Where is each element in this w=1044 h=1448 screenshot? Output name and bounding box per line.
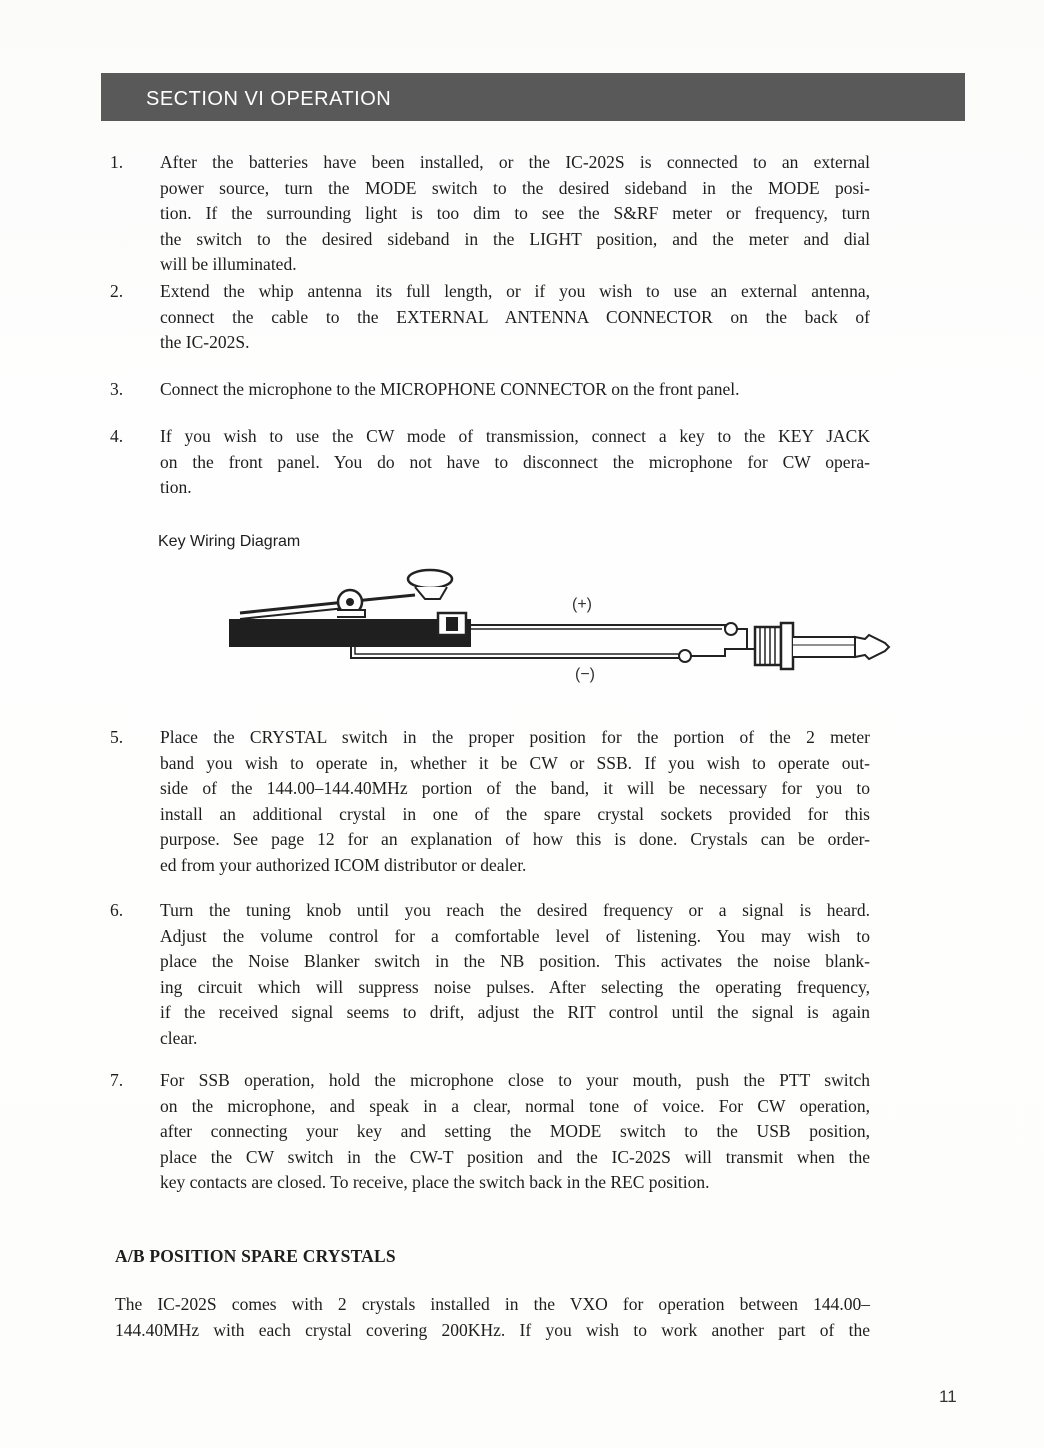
- text-line: Turn the tuning knob until you reach the desired frequency or a signal is heard.: [160, 900, 870, 920]
- page-number: 11: [939, 1387, 957, 1406]
- text-line: if the received signal seems to drift, adjust the RIT control until the signal is again: [160, 1002, 870, 1022]
- negative-label: (−): [575, 666, 595, 683]
- text-line: purpose. See page 12 for an explanation of how this is done. Crystals can be order-: [160, 829, 870, 849]
- key-knob: [408, 570, 452, 588]
- diagram-caption: Key Wiring Diagram: [158, 533, 301, 550]
- text-line: clear.: [160, 1027, 198, 1048]
- step-number: 7.: [110, 1070, 124, 1090]
- text-line: after connecting your key and setting the MODE switch to the USB position,: [160, 1121, 870, 1141]
- text-line: After the batteries have been installed, or the IC-202S is connected to an external: [160, 152, 870, 172]
- text-line: place the Noise Blanker switch in the NB position. This activates the noise blank-: [160, 951, 870, 971]
- text-line: Connect the microphone to the MICROPHONE CONNECTOR on the front panel.: [160, 379, 740, 399]
- text-line: Adjust the volume control for a comfortable level of listening. You may wish to: [160, 925, 870, 946]
- step-text: [160, 377, 870, 403]
- text-line: tion. If the surrounding light is too dim to see the S&RF meter or frequency, turn: [160, 203, 870, 223]
- spare-crystals-paragraph: [115, 1292, 870, 1343]
- text-line: Extend the whip antenna its full length, or if you wish to use an external antenna,: [160, 281, 870, 301]
- plug-tip: [855, 635, 889, 659]
- key-wiring-diagram: [225, 565, 895, 690]
- step-number: 1.: [110, 152, 124, 172]
- step-number: 6.: [110, 900, 124, 920]
- step-number: 2.: [110, 281, 124, 301]
- step-text: [160, 725, 870, 878]
- text-line: install an additional crystal in one of the spare crystal sockets provided for this: [160, 803, 870, 824]
- step-text: [160, 898, 870, 1051]
- step-number: 5.: [110, 727, 124, 747]
- text-line: the IC-202S.: [160, 332, 250, 352]
- text-line: ing circuit which will suppress noise pulses. After selecting the operating frequency,: [160, 976, 870, 997]
- text-line: connect the cable to the EXTERNAL ANTENNA CONNECTOR on the back of: [160, 306, 870, 327]
- step-text: [160, 1068, 870, 1196]
- step-text: [160, 150, 870, 278]
- step-number: 4.: [110, 426, 124, 446]
- text-line: on the front panel. You do not have to disconnect the microphone for CW opera-: [160, 451, 870, 472]
- wire-negative: [351, 646, 681, 658]
- subsection-heading: A/B POSITION SPARE CRYSTALS: [115, 1246, 396, 1266]
- key-base: [230, 620, 470, 646]
- plug-body: [755, 627, 781, 665]
- text-line: ed from your authorized ICOM distributor or dealer.: [160, 854, 527, 875]
- text-line: The IC-202S comes with 2 crystals installed in the VXO for operation between 144.00–: [115, 1294, 870, 1314]
- section-header: [101, 73, 965, 121]
- text-line: Place the CRYSTAL switch in the proper position for the portion of the 2 meter: [160, 727, 870, 747]
- text-line: band you wish to operate in, whether it be CW or SSB. If you wish to operate out-: [160, 752, 870, 773]
- text-line: tion.: [160, 477, 192, 497]
- text-line: place the CW switch in the CW-T position and the IC-202S will transmit when the: [160, 1146, 870, 1167]
- text-line: power source, turn the MODE switch to the desired sideband in the MODE posi-: [160, 177, 870, 198]
- step-text: [160, 424, 870, 501]
- step-text: [160, 279, 870, 356]
- step-number: 3.: [110, 379, 124, 399]
- text-line: For SSB operation, hold the microphone close to your mouth, push the PTT switch: [160, 1070, 870, 1090]
- text-line: key contacts are closed. To receive, place the switch back in the REC position.: [160, 1172, 710, 1192]
- text-line: 144.40MHz with each crystal covering 200KHz. If you wish to work another part of the: [115, 1319, 870, 1340]
- positive-label: (+): [572, 596, 592, 613]
- text-line: side of the 144.00–144.40MHz portion of the band, it will be necessary for you to: [160, 778, 870, 798]
- text-line: on the microphone, and speak in a clear, normal tone of voice. For CW operation,: [160, 1095, 870, 1116]
- text-line: If you wish to use the CW mode of transmission, connect a key to the KEY JACK: [160, 426, 870, 446]
- text-line: the switch to the desired sideband in the LIGHT position, and the meter and dial: [160, 228, 870, 249]
- text-line: will be illuminated.: [160, 254, 297, 274]
- section-title: SECTION VI OPERATION: [146, 88, 392, 110]
